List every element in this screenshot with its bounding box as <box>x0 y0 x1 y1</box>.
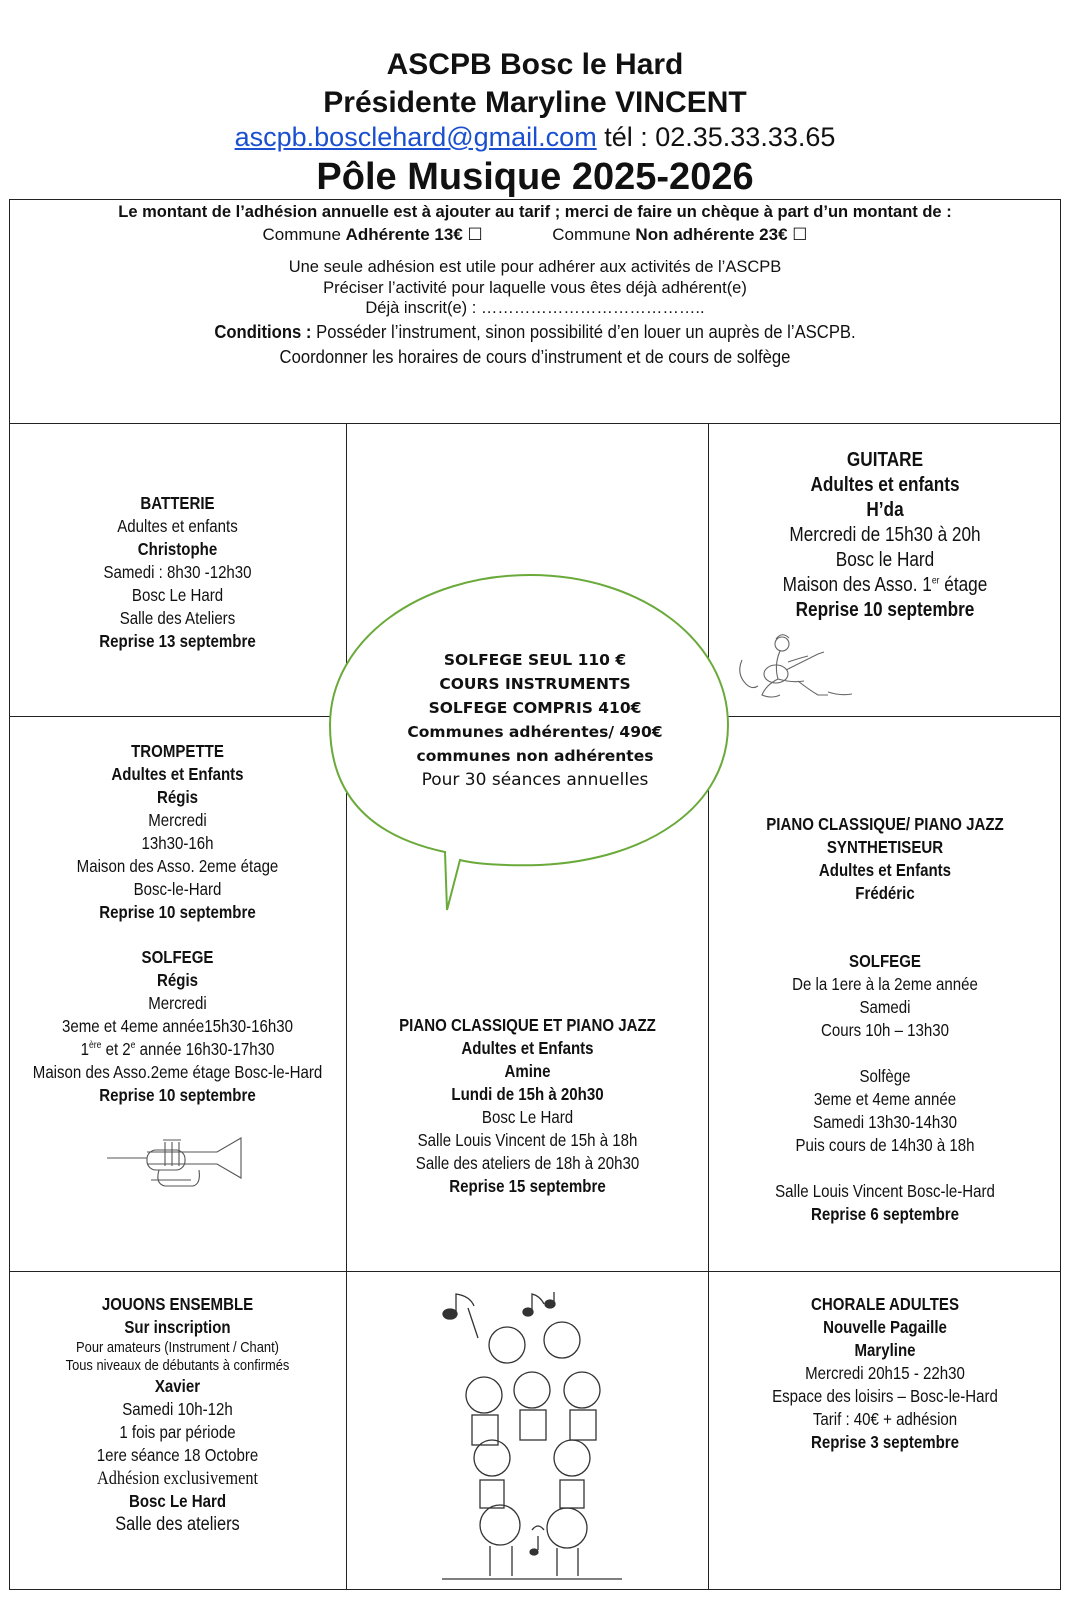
jouons-sub: Sur inscription <box>124 1317 231 1337</box>
bubble-line: COURS INSTRUMENTS <box>439 675 631 693</box>
conditions-line <box>62 319 1009 344</box>
piano-frederic-title: PIANO CLASSIQUE/ PIANO JAZZ <box>766 814 1004 834</box>
chorale-line: Mercredi 20h15 - 22h30 <box>805 1363 965 1383</box>
commune-label: Commune <box>262 225 341 244</box>
trompette-day: Mercredi <box>148 810 207 830</box>
chorale-line: Espace des loisirs – Bosc-le-Hard <box>772 1386 998 1406</box>
commune-label: Commune <box>552 225 631 244</box>
piano-amine-town: Bosc Le Hard <box>481 1107 574 1127</box>
trompette-public: Adultes et Enfants <box>111 764 244 784</box>
intro-line: Déjà inscrit(e) : ………………………………….. <box>365 299 705 317</box>
chorale-section <box>734 1293 1037 1454</box>
grid-divider <box>9 1271 1061 1272</box>
piano-frederic-teacher: Frédéric <box>855 883 915 903</box>
batterie-section <box>33 492 323 653</box>
email-link[interactable]: ascpb.bosclehard@gmail.com <box>234 122 597 152</box>
frederic-place: Salle Louis Vincent Bosc-le-Hard <box>775 1181 995 1201</box>
trompette-title: TROMPETTE <box>131 741 224 761</box>
piano-frederic-title2: SYNTHETISEUR <box>826 837 944 857</box>
guitare-town: Bosc le Hard <box>835 549 935 571</box>
bubble-line: SOLFEGE SEUL 110 € <box>443 651 627 669</box>
guitare-place: Maison des Asso. 1er étage <box>782 574 988 596</box>
page-title: Pôle Musique 2025-2026 <box>316 156 754 198</box>
checkbox-adherente[interactable]: ☐ <box>467 225 483 244</box>
solfege-line: 1ère et 2e année 16h30-17h30 <box>80 1039 275 1059</box>
piano-amine-public: Adultes et Enfants <box>461 1038 594 1058</box>
trompette-place: Maison des Asso. 2eme étage <box>76 856 279 876</box>
piano-amine-title: PIANO CLASSIQUE ET PIANO JAZZ <box>399 1015 656 1035</box>
piano-frederic-reprise: Reprise 6 septembre <box>810 1204 960 1224</box>
trompette-teacher: Régis <box>157 787 198 807</box>
jouons-line: Samedi 10h-12h <box>122 1399 233 1419</box>
frederic-solfege-line: 3eme et 4eme année <box>813 1089 957 1109</box>
chorale-line: Tarif : 40€ + adhésion <box>812 1409 958 1429</box>
solfege-reprise: Reprise 10 septembre <box>99 1085 256 1105</box>
frederic-solfege-line: Cours 10h – 13h30 <box>820 1020 950 1040</box>
contact-line <box>0 122 1070 153</box>
batterie-reprise: Reprise 13 septembre <box>99 631 256 651</box>
phone-text: tél : 02.35.33.33.65 <box>604 122 836 152</box>
solfege-line: 3eme et 4eme année15h30-16h30 <box>62 1016 293 1036</box>
intro-section <box>9 202 1061 369</box>
batterie-schedule: Samedi : 8h30 -12h30 <box>103 562 252 582</box>
batterie-town: Bosc Le Hard <box>131 585 224 605</box>
bubble-line: SOLFEGE COMPRIS 410€ <box>428 699 642 717</box>
jouons-town: Bosc Le Hard <box>128 1491 227 1511</box>
bubble-line: Pour 30 séances annuelles <box>421 770 649 790</box>
fee-non-adherente: Non adhérente 23€ <box>635 225 788 244</box>
trompette-town: Bosc-le-Hard <box>133 879 222 899</box>
bubble-line: communes non adhérentes <box>416 747 654 765</box>
jouons-place: Salle des ateliers <box>115 1514 240 1535</box>
jouons-line: Pour amateurs (Instrument / Chant) <box>76 1339 279 1356</box>
piano-amine-day: Lundi de 15h à 20h30 <box>451 1084 604 1104</box>
frederic-solfege-line: Solfège <box>859 1066 911 1086</box>
frederic-solfege-line: De la 1ere à la 2eme année <box>792 974 978 994</box>
batterie-public: Adultes et enfants <box>117 516 238 536</box>
piano-frederic-section <box>734 813 1037 1226</box>
frederic-solfege-line: Samedi 13h30-14h30 <box>813 1112 957 1132</box>
chorale-title: CHORALE ADULTES <box>810 1294 959 1314</box>
guitare-schedule: Mercredi de 15h30 à 20h <box>789 524 981 546</box>
solfege-day: Mercredi <box>148 993 207 1013</box>
chorale-name: Nouvelle Pagaille <box>823 1317 947 1337</box>
piano-amine-section <box>372 1014 682 1198</box>
jouons-line: 1ere séance 18 Octobre <box>96 1445 259 1465</box>
piano-frederic-public: Adultes et Enfants <box>818 860 952 880</box>
checkbox-non-adherente[interactable]: ☐ <box>792 225 808 244</box>
guitare-section <box>734 448 1037 623</box>
frederic-solfege-line: Puis cours de 14h30 à 18h <box>795 1135 975 1155</box>
jouons-line: Tous niveaux de débutants à confirmés <box>65 1357 290 1374</box>
bubble-line: Communes adhérentes/ 490€ <box>407 723 663 741</box>
guitare-teacher: H’da <box>866 499 904 521</box>
solfege-teacher: Régis <box>157 970 198 990</box>
fee-adherente: Adhérente 13€ <box>345 225 463 244</box>
intro-line: Une seule adhésion est utile pour adhérer aux activités de l’ASCPB <box>288 258 782 276</box>
solfege-title: SOLFEGE <box>141 947 214 967</box>
jouons-title: JOUONS ENSEMBLE <box>101 1294 254 1314</box>
trompette-reprise: Reprise 10 septembre <box>99 902 256 922</box>
org-name: ASCPB Bosc le Hard <box>386 48 684 81</box>
trumpet-illustration <box>105 1128 250 1193</box>
frederic-solfege-line: Samedi <box>859 997 911 1017</box>
batterie-title: BATTERIE <box>140 493 215 513</box>
frederic-solfege-title: SOLFEGE <box>849 951 921 971</box>
batterie-place: Salle des Ateliers <box>119 608 236 628</box>
president-name: Présidente Maryline VINCENT <box>323 86 747 119</box>
batterie-teacher: Christophe <box>137 539 218 559</box>
intro-line: Préciser l’activité pour laquelle vous êtes déjà adhérent(e) <box>323 278 747 297</box>
chorale-teacher: Maryline <box>854 1340 916 1360</box>
guitare-public: Adultes et enfants <box>810 474 960 496</box>
piano-amine-place: Salle Louis Vincent de 15h à 18h <box>417 1130 638 1150</box>
piano-amine-reprise: Reprise 15 septembre <box>449 1176 606 1196</box>
jouons-line: 1 fois par période <box>119 1422 236 1442</box>
choir-illustration <box>432 1290 632 1585</box>
piano-amine-place: Salle des ateliers de 18h à 20h30 <box>415 1153 640 1173</box>
chorale-reprise: Reprise 3 septembre <box>810 1432 960 1452</box>
bubble-text <box>360 648 710 792</box>
trompette-hours: 13h30-16h <box>141 833 214 853</box>
guitarist-illustration <box>736 630 856 702</box>
trompette-section <box>33 740 323 1107</box>
jouons-line: Adhésion exclusivement <box>96 1468 259 1489</box>
guitare-reprise: Reprise 10 septembre <box>795 599 975 621</box>
intro-line: Coordonner les horaires de cours d’instrument et de cours de solfège <box>279 345 791 367</box>
intro-fee-line: Le montant de l’adhésion annuelle est à ajouter au tarif ; merci de faire un chèque à part d’un montant de : <box>118 203 952 221</box>
guitare-title: GUITARE <box>846 449 924 471</box>
solfege-line: Maison des Asso.2eme étage Bosc-le-Hard <box>32 1062 323 1082</box>
conditions-label: Conditions : <box>214 320 312 342</box>
intro-fee-options <box>9 223 1061 247</box>
piano-amine-teacher: Amine <box>504 1061 551 1081</box>
jouons-section <box>33 1293 323 1536</box>
conditions-text: Posséder l’instrument, sinon possibilité d’en louer un auprès de l’ASCPB. <box>311 320 856 342</box>
jouons-teacher: Xavier <box>154 1376 201 1396</box>
